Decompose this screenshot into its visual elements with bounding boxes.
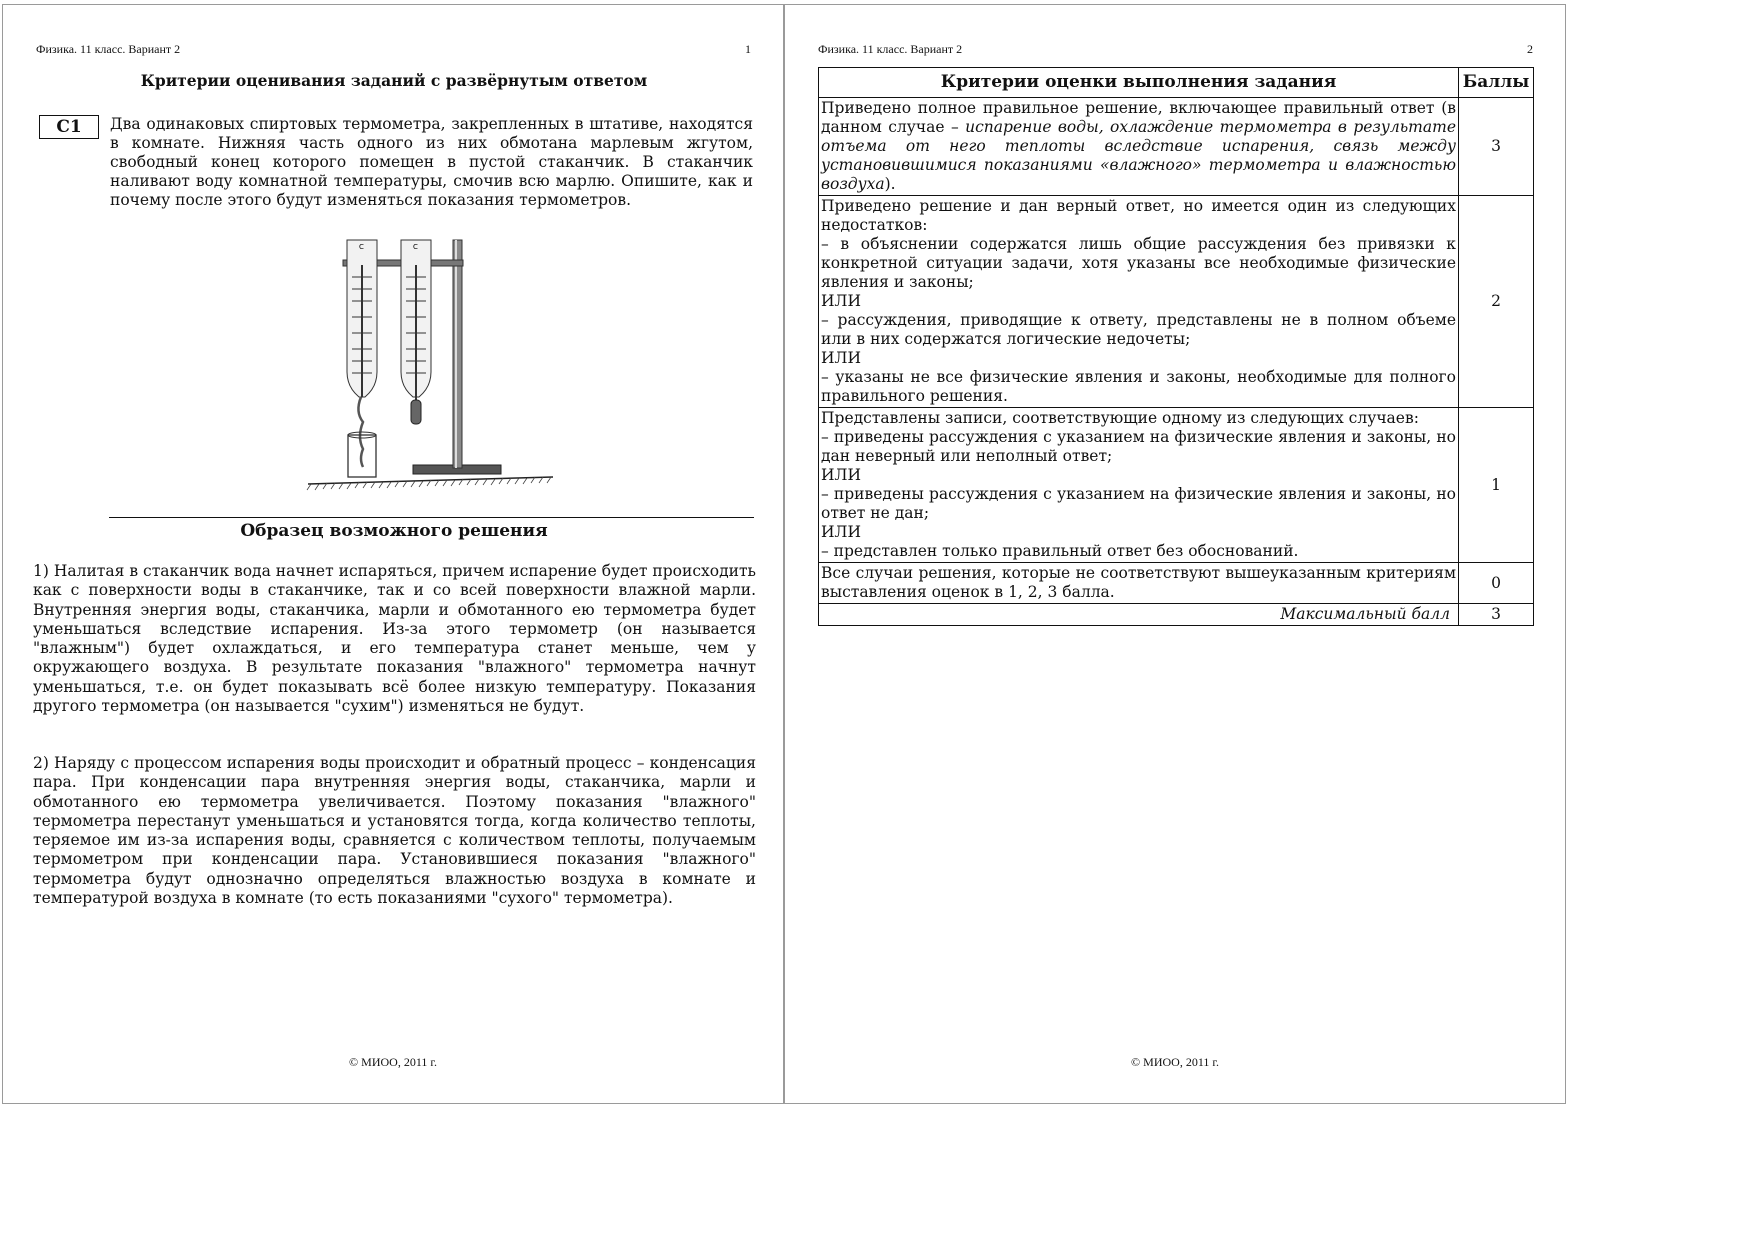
criteria-cell: Все случаи решения, которые не соответствуют вышеуказанным критериям выставления оценок в 1, 2, 3 балла. xyxy=(819,563,1459,604)
score-cell: 1 xyxy=(1459,408,1534,563)
criteria-cell: Представлены записи, соответствующие одному из следующих случаев: – приведены рассуждения с указанием на физические явления и законы, но дан неверный или неполный ответ; ИЛИ – приведены рассуждения с указанием на физические явления и законы, но ответ не дан; ИЛИ – представлен только правильный ответ без обоснований. xyxy=(819,408,1459,563)
criteria-cell: Приведено решение и дан верный ответ, но имеется один из следующих недостатков: – в объяснении содержатся лишь общие рассуждения без привязки к конкретной ситуации задачи, хотя указаны все необходимые физические явления и законы; ИЛИ – рассуждения, приводящие к ответу, представлены не в полном объеме или в них содержатся логические недочеты; ИЛИ – указаны не все физические явления и законы, необходимые для полного правильного решения. xyxy=(819,196,1459,408)
page-footer: © МИОО, 2011 г. xyxy=(1131,1055,1219,1069)
page-number: 1 xyxy=(745,42,751,56)
solution-text: 1) Налитая в стаканчик вода начнет испаряться, причем испарение будет происходить как с поверхности воды в стаканчике, так и со всей поверхности влажной марли. Внутренняя энергия воды, стаканчика, марли и обмотанного ею термометра будет уменьшаться вследствие испарения. Из-за этого термометр (он называется "влажным") будет охлаждаться, и его температура станет меньше, чем у окружающего воздуха. В результате показания "влажного" термометра начнут уменьшаться, т.е. он будет показывать всё более низкую температуру. Показания другого термометра (он называется "сухим") изменяться не будут. xyxy=(33,562,756,716)
table-header-row xyxy=(819,68,1534,98)
solution-paragraph-2 xyxy=(33,754,756,908)
page-number: 2 xyxy=(1527,42,1533,56)
table-row xyxy=(819,98,1534,196)
thermometers-figure xyxy=(303,237,563,499)
criteria-header: Критерии оценки выполнения задания xyxy=(819,68,1459,98)
max-score-row xyxy=(819,604,1534,626)
solution-title: Образец возможного решения xyxy=(240,521,548,541)
page-header: Физика. 11 класс. Вариант 2 xyxy=(36,42,181,56)
solution-paragraph-1 xyxy=(33,562,756,716)
page-1 xyxy=(2,4,784,1104)
criteria-cell: Приведено полное правильное решение, включающее правильный ответ (в данном случае – испарение воды, охлаждение термометра в результате отъема от него теплоты вследствие испарения, связь между установившимися показаниями «влажного» термометра и влажностью воздуха). xyxy=(819,98,1459,196)
solution-text: 2) Наряду с процессом испарения воды происходит и обратный процесс – конденсация пара. При конденсации пара внутренняя энергия воды, стаканчика, марли и обмотанного ею термометра увеличивается. Поэтому показания "влажного" термометра перестанут уменьшаться и установятся тогда, когда количество теплоты, теряемое им из-за испарения воды, сравняется с количеством теплоты, получаемым термометром при конденсации пара. Установившиеся показания "влажного" термометра будут однозначно определяться влажностью воздуха в комнате и температурой воздуха в комнате (то есть показаниями "сухого" термометра). xyxy=(33,754,756,908)
wet-thermometer xyxy=(347,240,377,477)
criteria-table xyxy=(818,67,1534,626)
task-label: С1 xyxy=(39,115,99,139)
max-score-label: Максимальный балл xyxy=(819,604,1459,626)
svg-text:C: C xyxy=(413,243,418,251)
page-header: Физика. 11 класс. Вариант 2 xyxy=(818,42,963,56)
score-cell: 0 xyxy=(1459,563,1534,604)
svg-text:C: C xyxy=(359,243,364,251)
points-header: Баллы xyxy=(1459,68,1534,98)
table-row xyxy=(819,196,1534,408)
divider xyxy=(109,517,754,518)
max-score-value: 3 xyxy=(1459,604,1534,626)
stand-rod xyxy=(453,240,462,468)
task-paragraph: Два одинаковых спиртовых термометра, закрепленных в штативе, находятся в комнате. Нижняя часть одного из них обмотана марлевым жгутом, свободный конец которого помещен в пустой стаканчик. В стаканчик наливают воду комнатной температуры, смочив всю марлю. Опишите, как и почему после этого будут изменяться показания термометров. xyxy=(110,115,753,209)
score-cell: 2 xyxy=(1459,196,1534,408)
page-footer: © МИОО, 2011 г. xyxy=(349,1055,437,1069)
score-cell: 3 xyxy=(1459,98,1534,196)
page-2 xyxy=(784,4,1566,1104)
table-row xyxy=(819,408,1534,563)
table-row xyxy=(819,563,1534,604)
task-text xyxy=(110,115,753,210)
dry-thermometer xyxy=(401,240,431,424)
page-title: Критерии оценивания заданий с развёрнутым ответом xyxy=(140,71,648,90)
